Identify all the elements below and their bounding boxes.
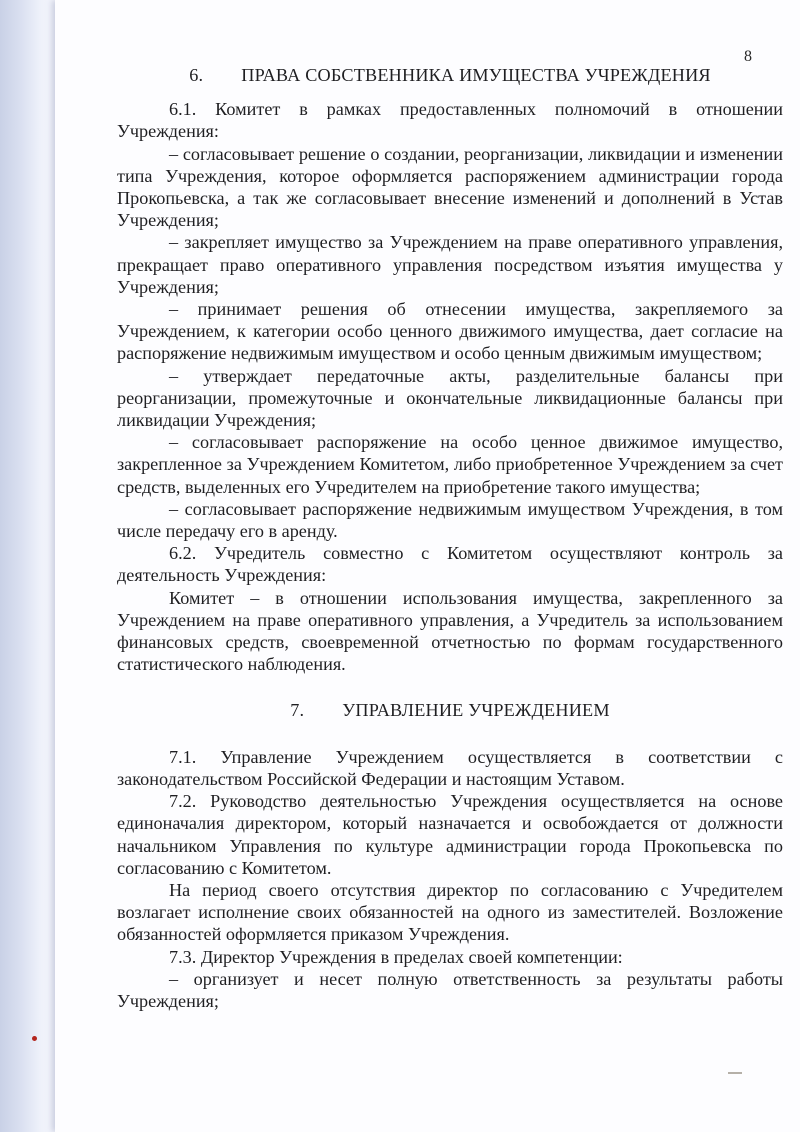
document-page [55, 0, 800, 1132]
document-body [117, 64, 783, 1012]
paragraph-6-1-item-1: – согласовывает решение о создании, реорганизации, ликвидации и изменении типа Учреждения, которое оформляется распоряжением администрации города Прокопьевска, а так же согласовывает внесение изменений и дополнений в Устав Учреждения; [117, 143, 783, 231]
paragraph-7-3: 7.3. Директор Учреждения в пределах своей компетенции: [169, 946, 623, 967]
paragraph-6-2: 6.2. Учредитель совместно с Комитетом осуществляют контроль за деятельность Учреждения: [117, 543, 783, 586]
section-6-number: 6. [189, 65, 204, 85]
section-7-heading [117, 699, 783, 721]
paragraph-6-1-item-6: – согласовывает распоряжение недвижимым имуществом Учреждения, в том числе передачу его в аренду. [117, 498, 783, 542]
paragraph-7-1: 7.1. Управление Учреждением осуществляется в соответствии с законодательством Российской Федерации и настоящим Уставом. [117, 746, 783, 789]
section-6-heading [117, 64, 783, 86]
paragraph-7-2: 7.2. Руководство деятельностью Учреждения осуществляется на основе единоначалия директором, который назначается и освобождается от должности начальником Управления по культуре администрации города Прокопьевска по согласованию с Комитетом. [117, 791, 783, 878]
section-6-title: ПРАВА СОБСТВЕННИКА ИМУЩЕСТВА УЧРЕЖДЕНИЯ [241, 65, 711, 85]
paragraph-6-1-item-5: – согласовывает распоряжение на особо ценное движимое имущество, закрепленное за Учреждением Комитетом, либо приобретенное Учреждением за счет средств, выделенных его Учредителем на приобретение такого имущества; [117, 432, 783, 497]
paragraph-7-2-absence: На период своего отсутствия директор по согласованию с Учредителем возлагает исполнение своих обязанностей на одного из заместителей. Возложение обязанностей оформляется приказом Учреждения. [117, 879, 783, 945]
page-number: 8 [744, 48, 752, 65]
section-7-number: 7. [290, 700, 305, 721]
paragraph-6-1-item-3: – принимает решения об отнесении имущества, закрепляемого за Учреждением, к категории особо ценного движимого имущества, дает согласие на распоряжение недвижимым имуществом и особо ценным движимым имуществом; [117, 299, 783, 364]
paragraph-6-2-detail: Комитет – в отношении использования имущества, закрепленного за Учреждением на праве оперативного управления, а Учредитель за использованием финансовых средств, своевременной отчетностью по формам государственного статистического наблюдения. [117, 587, 783, 675]
paragraph-6-1-item-4: – утверждает передаточные акты, разделительные балансы при реорганизации, промежуточные и окончательные ликвидационные балансы при ликвидации Учреждения; [117, 365, 783, 431]
scan-mark-dot [32, 1036, 37, 1041]
paragraph-6-1: 6.1. Комитет в рамках предоставленных полномочий в отношении Учреждения: [117, 99, 783, 142]
section-7-title: УПРАВЛЕНИЕ УЧРЕЖДЕНИЕМ [342, 700, 610, 721]
paragraph-7-3-item-1: – организует и несет полную ответственность за результаты работы Учреждения; [117, 968, 783, 1011]
paragraph-6-1-item-2: – закрепляет имущество за Учреждением на праве оперативного управления, прекращает право оперативного управления посредством изъятия имущества у Учреждения; [117, 232, 783, 297]
scan-mark-tick [728, 1072, 742, 1074]
